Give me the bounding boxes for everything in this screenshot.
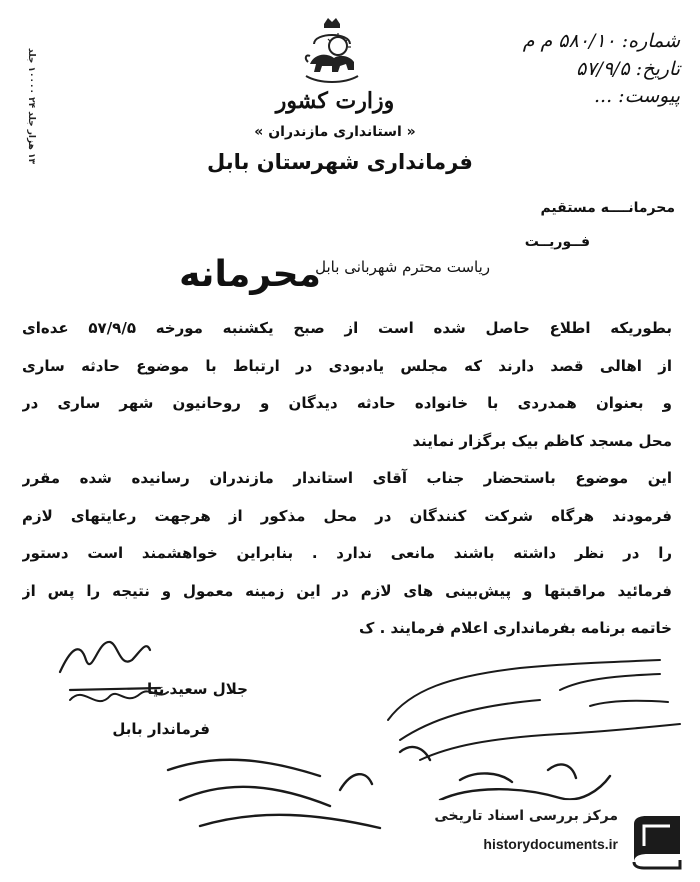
ministry-name: وزارت کشور [275, 88, 395, 114]
margin-print-note: ۱۳ هزار جلد ۲۴ ۱۰۰۰۰ جلد [26, 48, 36, 164]
letter-body [22, 310, 672, 648]
body-line: بطوریکه اطلاع حاصل شده است از صبح یکشنبه مورخه ۵۷/۹/۵ عده‌ای [22, 319, 672, 337]
body-line: این موضوع باستحضار جناب آقای استاندار مازندران رسانیده شده مقرر [22, 469, 672, 487]
marginal-note-scribble [388, 660, 680, 760]
governorate-name: فرمانداری شهرستان بابل [207, 150, 473, 174]
urgency-label: فــوریــت [524, 234, 590, 250]
body-line: از اهالی قصد دارند که مجلس یادبودی در ارتباط با موضوع حادثه ساری [22, 356, 672, 375]
reference-attachment: پیوست: ... [594, 85, 680, 108]
signatory-name: جلال سعید نیا [146, 680, 248, 698]
archive-url[interactable]: historydocuments.ir [483, 836, 618, 852]
body-line: خاتمه برنامه بفرمانداری اعلام فرمایند . ک [359, 619, 672, 637]
classification-label: محرمانــــه مستقیم [540, 200, 675, 216]
body-line: را در نظر داشته باشند مانعی ندارد . بنابراین خواهشمند است دستور [22, 544, 672, 562]
province-name: « استانداری مازندران » [254, 124, 416, 140]
body-line: فرمودند هرگاه شرکت کنندگان در محل مذکور از هرجهت رعایتهای لازم [22, 506, 672, 525]
reference-date: تاریخ: ۵۷/۹/۵ [576, 57, 680, 80]
body-line: محل مسجد کاظم بیک برگزار نمایند [412, 431, 672, 450]
reference-number: شماره: ۵۸۰/۱۰ م م [522, 30, 680, 52]
lion-and-sun-emblem-icon [300, 14, 364, 86]
confidential-stamp [170, 248, 330, 296]
body-line: و بعنوان همدردی با خانواده حادثه دیدگان و روحانیون شهر ساری در [22, 394, 672, 412]
signatory-title: فرماندار بابل [112, 720, 210, 738]
archive-logo-icon [628, 810, 686, 870]
body-line: فرمائید مراقبتها و پیش‌بینی های لازم در این زمینه معمول و نتیجه را پس از [22, 581, 672, 600]
archive-name: مرکز بررسی اسناد تاریخی [434, 808, 618, 824]
addressee-line: ریاست محترم شهربانی بابل [315, 258, 490, 276]
reference-block [470, 28, 680, 111]
stamp-text: محرمانه [179, 254, 321, 295]
